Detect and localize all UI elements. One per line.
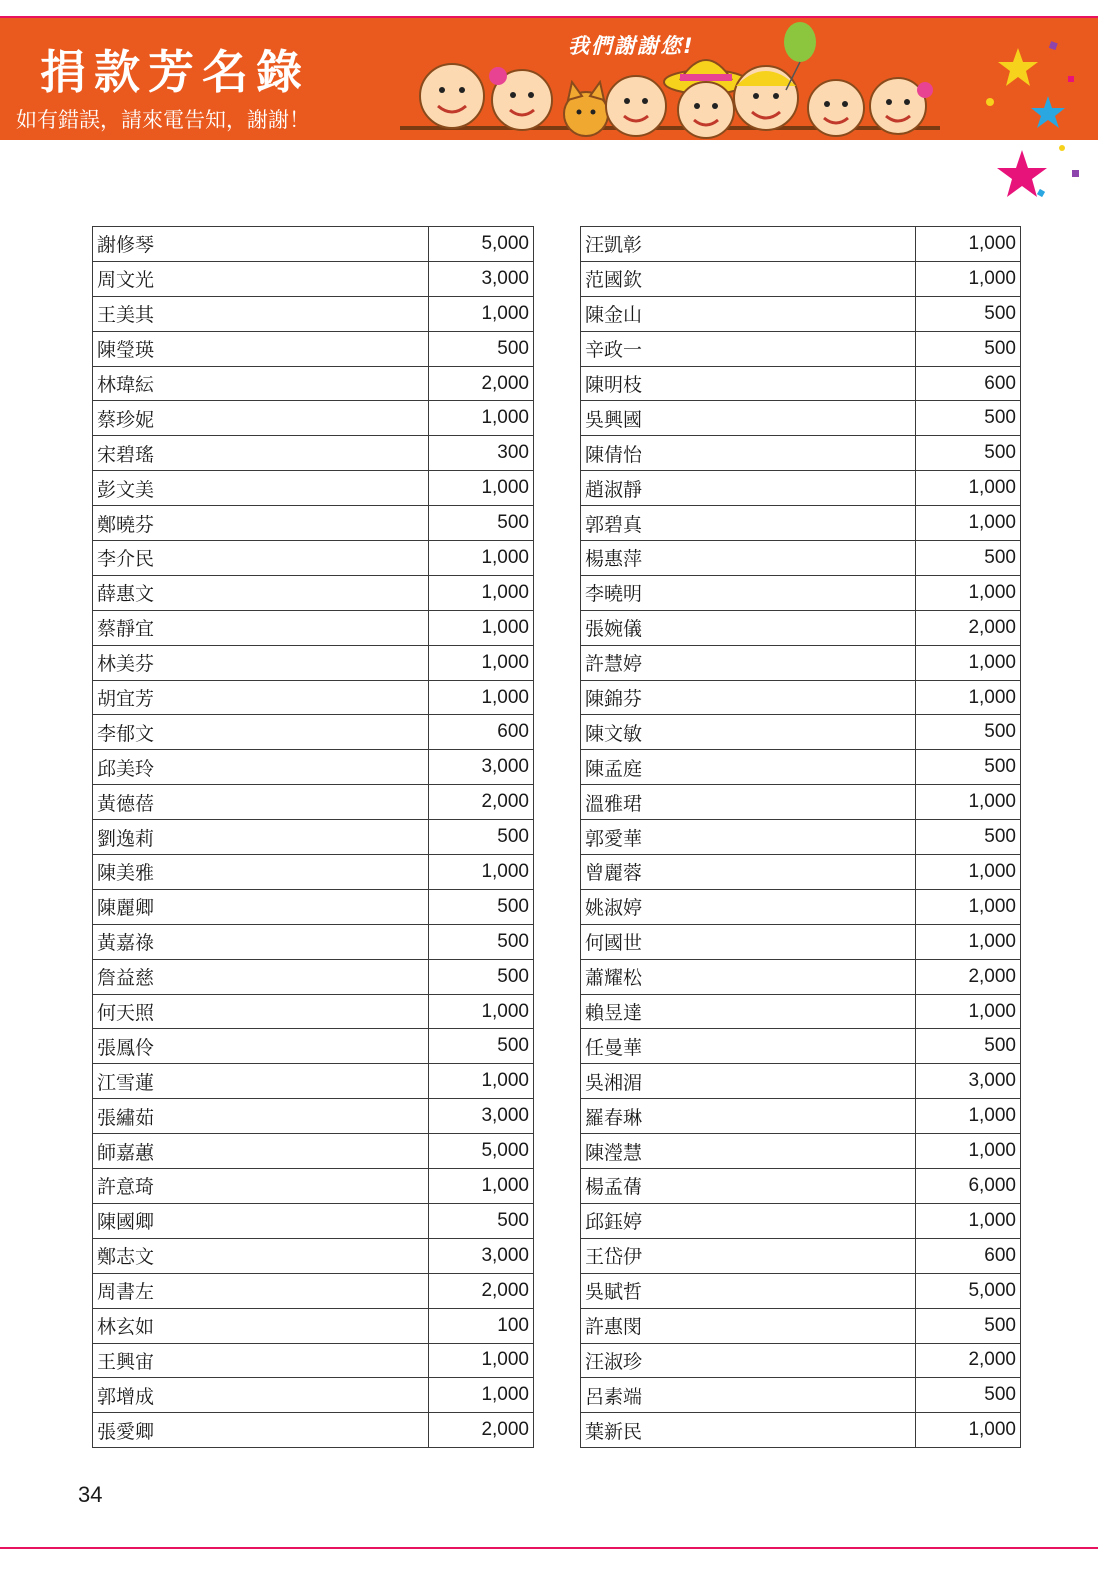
donation-amount: 500 <box>429 506 534 541</box>
table-row <box>93 541 534 576</box>
donation-amount: 600 <box>429 715 534 750</box>
table-row <box>93 994 534 1029</box>
table-row <box>581 959 1021 994</box>
donor-name: 楊孟蒨 <box>581 1169 916 1204</box>
donation-amount: 5,000 <box>429 227 534 262</box>
table-row <box>581 715 1021 750</box>
table-row <box>581 227 1021 262</box>
donor-name: 黃嘉祿 <box>93 924 429 959</box>
table-row <box>93 645 534 680</box>
donation-amount: 3,000 <box>916 1064 1021 1099</box>
donor-name: 蔡靜宜 <box>93 610 429 645</box>
donor-name: 賴昱達 <box>581 994 916 1029</box>
donation-amount: 2,000 <box>916 959 1021 994</box>
donor-name: 呂素端 <box>581 1378 916 1413</box>
donation-amount: 2,000 <box>429 1273 534 1308</box>
donation-amount: 2,000 <box>429 1413 534 1448</box>
donation-amount: 1,000 <box>429 1064 534 1099</box>
donation-amount: 2,000 <box>916 610 1021 645</box>
table-row <box>93 436 534 471</box>
donor-name: 張鳳伶 <box>93 1029 429 1064</box>
donation-amount: 500 <box>916 715 1021 750</box>
donation-amount: 1,000 <box>916 680 1021 715</box>
donor-name: 張婉儀 <box>581 610 916 645</box>
donor-name: 郭增成 <box>93 1378 429 1413</box>
donation-amount: 1,000 <box>916 1099 1021 1134</box>
donation-amount: 1,000 <box>429 541 534 576</box>
donation-amount: 1,000 <box>429 1343 534 1378</box>
donor-name: 曾麗蓉 <box>581 855 916 890</box>
donor-name: 鄭志文 <box>93 1238 429 1273</box>
table-row <box>93 855 534 890</box>
donation-amount: 500 <box>916 331 1021 366</box>
table-row <box>93 785 534 820</box>
donation-amount: 1,000 <box>429 680 534 715</box>
donor-name: 郭碧真 <box>581 506 916 541</box>
donor-name: 王美其 <box>93 296 429 331</box>
donation-amount: 1,000 <box>916 227 1021 262</box>
table-row <box>581 261 1021 296</box>
table-row <box>93 1134 534 1169</box>
donor-name: 王興宙 <box>93 1343 429 1378</box>
table-row <box>581 820 1021 855</box>
donor-name: 江雪蓮 <box>93 1064 429 1099</box>
donation-amount: 500 <box>916 541 1021 576</box>
table-row <box>93 750 534 785</box>
child-face-6-icon <box>870 78 933 134</box>
blue-star-icon <box>1031 96 1065 128</box>
donation-amount: 1,000 <box>429 610 534 645</box>
donation-amount: 500 <box>916 401 1021 436</box>
donation-amount: 1,000 <box>916 261 1021 296</box>
donor-name: 詹益慈 <box>93 959 429 994</box>
table-row <box>93 506 534 541</box>
donor-name: 林瑋紜 <box>93 366 429 401</box>
table-row <box>93 366 534 401</box>
donation-amount: 1,000 <box>916 924 1021 959</box>
donor-name: 許惠閔 <box>581 1308 916 1343</box>
table-row <box>581 1378 1021 1413</box>
bottom-rule <box>0 1547 1098 1549</box>
donor-name: 黃德蓓 <box>93 785 429 820</box>
donor-name: 陳瑩瑛 <box>93 331 429 366</box>
table-row <box>581 1099 1021 1134</box>
donation-amount: 500 <box>916 296 1021 331</box>
page-subtitle: 如有錯誤，請來電告知，謝謝！ <box>16 108 310 132</box>
donation-amount: 6,000 <box>916 1169 1021 1204</box>
donor-name: 汪淑珍 <box>581 1343 916 1378</box>
donor-name: 陳孟庭 <box>581 750 916 785</box>
donation-amount: 3,000 <box>429 750 534 785</box>
donation-amount: 1,000 <box>916 994 1021 1029</box>
donation-amount: 500 <box>916 1378 1021 1413</box>
donor-name: 蔡珍妮 <box>93 401 429 436</box>
table-row <box>581 750 1021 785</box>
donor-name: 彭文美 <box>93 471 429 506</box>
donor-name: 趙淑靜 <box>581 471 916 506</box>
donor-name: 陳美雅 <box>93 855 429 890</box>
donation-amount: 1,000 <box>429 994 534 1029</box>
donation-amount: 500 <box>429 820 534 855</box>
donor-name: 范國欽 <box>581 261 916 296</box>
donor-name: 姚淑婷 <box>581 889 916 924</box>
donation-amount: 1,000 <box>429 401 534 436</box>
donor-name: 陳明枝 <box>581 366 916 401</box>
yellow-star-icon <box>998 48 1038 86</box>
table-row <box>581 994 1021 1029</box>
child-face-2-icon <box>489 67 552 130</box>
table-row <box>581 575 1021 610</box>
donor-name: 陳倩怡 <box>581 436 916 471</box>
table-row <box>581 1169 1021 1204</box>
donation-amount: 2,000 <box>429 785 534 820</box>
donor-name: 周文光 <box>93 261 429 296</box>
thanks-message: 我們謝謝您! <box>568 34 695 58</box>
table-row <box>93 1413 534 1448</box>
table-row <box>93 1029 534 1064</box>
donation-amount: 500 <box>429 1029 534 1064</box>
table-row <box>93 471 534 506</box>
donor-name: 邱鈺婷 <box>581 1203 916 1238</box>
donor-name: 李曉明 <box>581 575 916 610</box>
donor-name: 周書左 <box>93 1273 429 1308</box>
table-row <box>93 1169 534 1204</box>
page-number: 34 <box>78 1482 103 1507</box>
donation-amount: 1,000 <box>916 575 1021 610</box>
donor-name: 師嘉蕙 <box>93 1134 429 1169</box>
donor-name: 郭愛華 <box>581 820 916 855</box>
donor-name: 張繡茹 <box>93 1099 429 1134</box>
donor-name: 邱美玲 <box>93 750 429 785</box>
table-row <box>93 924 534 959</box>
donor-name: 辛政一 <box>581 331 916 366</box>
table-row <box>581 401 1021 436</box>
donor-name: 任曼華 <box>581 1029 916 1064</box>
donor-name: 陳文敏 <box>581 715 916 750</box>
donation-amount: 600 <box>916 1238 1021 1273</box>
table-row <box>581 1273 1021 1308</box>
child-face-1-icon <box>420 64 484 128</box>
donor-name: 楊惠萍 <box>581 541 916 576</box>
donor-name: 陳國卿 <box>93 1203 429 1238</box>
table-row <box>93 1343 534 1378</box>
table-row <box>93 610 534 645</box>
donation-amount: 500 <box>916 750 1021 785</box>
donor-name: 陳麗卿 <box>93 889 429 924</box>
table-row <box>581 610 1021 645</box>
donation-amount: 5,000 <box>429 1134 534 1169</box>
donor-name: 李介民 <box>93 541 429 576</box>
donor-name: 蕭耀松 <box>581 959 916 994</box>
donation-amount: 1,000 <box>916 785 1021 820</box>
table-row <box>581 436 1021 471</box>
donation-amount: 500 <box>916 1308 1021 1343</box>
donor-name: 陳瀅慧 <box>581 1134 916 1169</box>
donation-amount: 2,000 <box>429 366 534 401</box>
table-row <box>581 366 1021 401</box>
table-row <box>581 1343 1021 1378</box>
donor-name: 陳錦芬 <box>581 680 916 715</box>
table-row <box>93 575 534 610</box>
donor-name: 吳湘湄 <box>581 1064 916 1099</box>
donor-name: 謝修琴 <box>93 227 429 262</box>
donor-name: 宋碧瑤 <box>93 436 429 471</box>
donation-amount: 1,000 <box>916 1134 1021 1169</box>
donation-amount: 500 <box>916 436 1021 471</box>
donor-name: 羅春琳 <box>581 1099 916 1134</box>
table-row <box>581 680 1021 715</box>
donor-name: 何天照 <box>93 994 429 1029</box>
table-row <box>581 471 1021 506</box>
table-row <box>581 889 1021 924</box>
donation-amount: 3,000 <box>429 261 534 296</box>
table-row <box>581 645 1021 680</box>
table-row <box>581 506 1021 541</box>
table-row <box>93 715 534 750</box>
donor-table-right <box>580 226 1021 1448</box>
table-row <box>93 1273 534 1308</box>
donor-name: 吳賦哲 <box>581 1273 916 1308</box>
child-face-5-icon <box>808 80 864 136</box>
donor-name: 林美芬 <box>93 645 429 680</box>
donor-name: 吳興國 <box>581 401 916 436</box>
donor-name: 汪凱彰 <box>581 227 916 262</box>
donation-amount: 100 <box>429 1308 534 1343</box>
donor-name: 李郁文 <box>93 715 429 750</box>
table-row <box>93 331 534 366</box>
donor-name: 許慧婷 <box>581 645 916 680</box>
table-row <box>93 1099 534 1134</box>
table-row <box>581 785 1021 820</box>
table-row <box>93 820 534 855</box>
donor-name: 薛惠文 <box>93 575 429 610</box>
donation-amount: 1,000 <box>429 575 534 610</box>
table-row <box>93 401 534 436</box>
donor-name: 許意琦 <box>93 1169 429 1204</box>
donation-amount: 1,000 <box>429 471 534 506</box>
donor-name: 溫雅珺 <box>581 785 916 820</box>
donor-name: 張愛卿 <box>93 1413 429 1448</box>
table-row <box>93 227 534 262</box>
table-row <box>581 1238 1021 1273</box>
donation-amount: 1,000 <box>429 296 534 331</box>
donor-name: 林玄如 <box>93 1308 429 1343</box>
table-row <box>581 1029 1021 1064</box>
table-row <box>93 1378 534 1413</box>
table-row <box>93 1238 534 1273</box>
donation-amount: 500 <box>916 1029 1021 1064</box>
table-row <box>93 959 534 994</box>
donor-name: 陳金山 <box>581 296 916 331</box>
table-row <box>581 1308 1021 1343</box>
donation-amount: 1,000 <box>916 855 1021 890</box>
donation-amount: 1,000 <box>916 471 1021 506</box>
donation-amount: 500 <box>429 889 534 924</box>
donor-name: 鄭曉芬 <box>93 506 429 541</box>
page-title: 捐款芳名錄 <box>40 45 310 99</box>
donation-amount: 500 <box>429 331 534 366</box>
table-row <box>581 1413 1021 1448</box>
donation-amount: 500 <box>429 959 534 994</box>
donor-name: 劉逸莉 <box>93 820 429 855</box>
table-row <box>581 1064 1021 1099</box>
table-row <box>93 1064 534 1099</box>
donor-name: 王岱伊 <box>581 1238 916 1273</box>
child-face-4-icon <box>734 66 798 130</box>
donor-table-left <box>92 226 534 1448</box>
table-row <box>581 1203 1021 1238</box>
table-row <box>581 541 1021 576</box>
donation-amount: 1,000 <box>429 645 534 680</box>
donor-name: 胡宜芳 <box>93 680 429 715</box>
table-row <box>581 924 1021 959</box>
table-row <box>93 1308 534 1343</box>
donation-amount: 500 <box>429 924 534 959</box>
donation-amount: 300 <box>429 436 534 471</box>
donation-amount: 1,000 <box>429 855 534 890</box>
table-row <box>93 296 534 331</box>
table-row <box>581 1134 1021 1169</box>
donation-amount: 1,000 <box>916 889 1021 924</box>
donation-amount: 3,000 <box>429 1238 534 1273</box>
cat-icon <box>564 82 608 136</box>
table-row <box>581 855 1021 890</box>
donation-amount: 2,000 <box>916 1343 1021 1378</box>
child-face-3-icon <box>606 76 666 136</box>
donation-amount: 3,000 <box>429 1099 534 1134</box>
table-row <box>93 680 534 715</box>
donation-amount: 500 <box>429 1203 534 1238</box>
donation-amount: 1,000 <box>916 645 1021 680</box>
donation-amount: 1,000 <box>429 1169 534 1204</box>
table-row <box>93 889 534 924</box>
table-row <box>581 331 1021 366</box>
decorative-stars <box>980 20 1098 220</box>
donor-name: 何國世 <box>581 924 916 959</box>
donation-amount: 1,000 <box>429 1378 534 1413</box>
donation-amount: 1,000 <box>916 506 1021 541</box>
table-row <box>93 261 534 296</box>
donation-amount: 500 <box>916 820 1021 855</box>
donation-amount: 5,000 <box>916 1273 1021 1308</box>
donation-amount: 1,000 <box>916 1203 1021 1238</box>
table-row <box>93 1203 534 1238</box>
donor-name: 葉新民 <box>581 1413 916 1448</box>
donation-amount: 1,000 <box>916 1413 1021 1448</box>
donation-amount: 600 <box>916 366 1021 401</box>
table-row <box>581 296 1021 331</box>
